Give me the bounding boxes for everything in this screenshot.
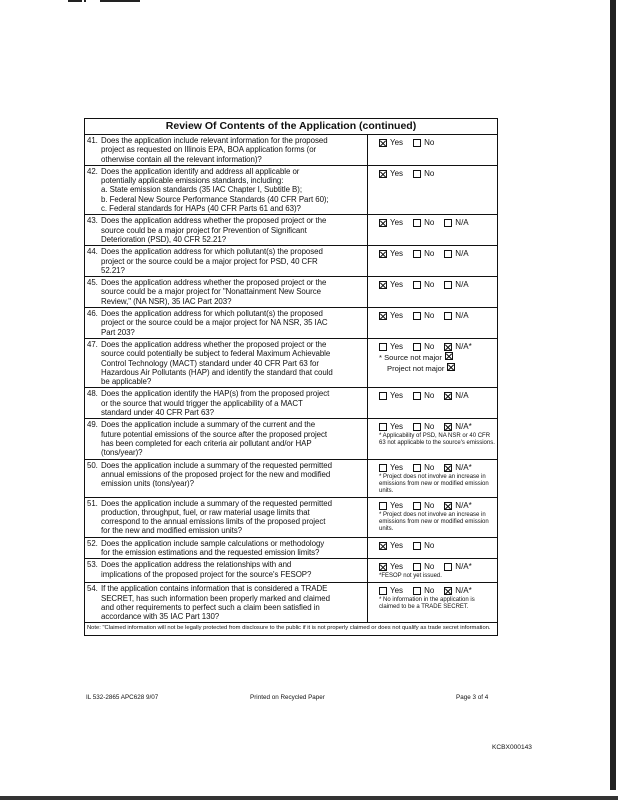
answer-option-no[interactable] bbox=[413, 280, 434, 290]
answer-option-yes[interactable] bbox=[379, 463, 403, 473]
question-number: 51. bbox=[87, 498, 98, 508]
answer-option-no[interactable] bbox=[413, 463, 434, 473]
option-label: No bbox=[424, 249, 435, 259]
question-row bbox=[85, 419, 497, 459]
question-line: for the new and modified emission units? bbox=[101, 526, 242, 536]
answer-option-yes[interactable] bbox=[379, 169, 403, 179]
answer-option-yes[interactable] bbox=[379, 391, 403, 401]
question-line: and other requirements to perfect such a claim been satisfied in bbox=[101, 602, 320, 612]
option-label: N/A bbox=[455, 391, 469, 401]
answer-cell bbox=[368, 559, 497, 582]
answer-option-no[interactable] bbox=[413, 541, 434, 551]
answer-option-yes[interactable] bbox=[379, 342, 403, 352]
question-number: 43. bbox=[87, 216, 98, 226]
answer-option-yes[interactable] bbox=[379, 249, 403, 259]
answer-cell bbox=[368, 215, 497, 245]
option-label: Yes bbox=[390, 341, 404, 351]
empty-checkbox[interactable] bbox=[413, 219, 421, 227]
answer-cell bbox=[368, 308, 497, 338]
option-label: Yes bbox=[390, 138, 404, 147]
answer-option-na[interactable] bbox=[444, 218, 468, 228]
answer-option-na[interactable] bbox=[444, 249, 468, 259]
answer-option-na[interactable] bbox=[444, 391, 468, 401]
question-number: 46. bbox=[87, 309, 98, 319]
question-number: 48. bbox=[87, 389, 98, 399]
review-form bbox=[84, 118, 498, 636]
question-number: 41. bbox=[87, 136, 98, 145]
question-line: project or the source could be a major project for NA NSR, 35 IAC bbox=[101, 318, 328, 328]
answer-options bbox=[379, 218, 497, 228]
source-status-line: * Source not major bbox=[379, 352, 497, 363]
question-line: standard under 40 CFR Part 63? bbox=[101, 408, 214, 418]
answer-cell bbox=[368, 388, 497, 418]
question-line: Part 203? bbox=[101, 327, 135, 337]
checked-checkbox[interactable] bbox=[447, 363, 455, 371]
question-number: 45. bbox=[87, 278, 98, 288]
option-label: Yes bbox=[390, 422, 404, 432]
checked-checkbox[interactable] bbox=[444, 392, 452, 400]
question-subitem: c. Federal standards for HAPs (40 CFR Parts 61 and 63)? bbox=[101, 204, 301, 214]
empty-checkbox[interactable] bbox=[413, 312, 421, 320]
answer-options bbox=[379, 463, 497, 473]
answer-option-no[interactable] bbox=[413, 391, 434, 401]
checked-checkbox[interactable] bbox=[379, 281, 387, 289]
answer-option-no[interactable] bbox=[413, 501, 434, 511]
answer-cell bbox=[368, 277, 497, 307]
bates-number: KCBX000143 bbox=[492, 744, 532, 751]
empty-checkbox[interactable] bbox=[379, 423, 387, 431]
question-text bbox=[85, 277, 368, 307]
question-text bbox=[85, 583, 368, 622]
question-text bbox=[85, 246, 368, 276]
empty-checkbox[interactable] bbox=[413, 392, 421, 400]
checked-checkbox[interactable] bbox=[379, 170, 387, 178]
question-line: source could potentially be subject to federal Maximum Achievable bbox=[101, 349, 331, 359]
question-row bbox=[85, 538, 497, 560]
question-line: 52.21? bbox=[101, 265, 125, 275]
option-label: No bbox=[424, 280, 435, 290]
question-line: be applicable? bbox=[101, 377, 152, 387]
question-line: Does the application identify the HAP(s) from the proposed project bbox=[101, 389, 330, 399]
question-row bbox=[85, 135, 497, 166]
question-number: 52. bbox=[87, 538, 98, 548]
answer-note: * Project does not involve an increase in emissions from new or modified emission units. bbox=[379, 473, 489, 494]
question-line: project or the source could be a major project for PSD, 40 CFR bbox=[101, 256, 318, 266]
question-line: has been completed for each criteria air pollutant and/or HAP bbox=[101, 438, 312, 448]
answer-options bbox=[379, 541, 497, 551]
question-line: future potential emissions of the source after the proposed project bbox=[101, 429, 328, 439]
option-label: Yes bbox=[390, 391, 404, 401]
question-text bbox=[85, 388, 368, 418]
empty-checkbox[interactable] bbox=[413, 250, 421, 258]
question-number: 50. bbox=[87, 460, 98, 470]
question-line: Does the application include a summary of the requested permitted bbox=[101, 460, 332, 470]
empty-checkbox[interactable] bbox=[413, 587, 421, 595]
option-label: Yes bbox=[390, 218, 404, 228]
option-label: N/A* bbox=[455, 562, 472, 572]
question-text bbox=[85, 559, 368, 582]
empty-checkbox[interactable] bbox=[444, 250, 452, 258]
question-line: (tons/year)? bbox=[101, 448, 143, 458]
answer-option-no[interactable] bbox=[413, 562, 434, 572]
answer-cell bbox=[368, 419, 497, 458]
option-label: Yes bbox=[390, 500, 404, 510]
answer-option-no[interactable] bbox=[413, 249, 434, 259]
scan-top-mark bbox=[68, 0, 158, 4]
answer-option-na[interactable] bbox=[444, 562, 471, 572]
option-label: N/A* bbox=[455, 500, 472, 510]
footer-form-id: IL 532-2865 APC628 9/07 bbox=[86, 694, 159, 701]
answer-option-na[interactable] bbox=[444, 311, 468, 321]
option-label: N/A bbox=[455, 311, 469, 321]
option-label: No bbox=[424, 138, 435, 147]
question-line: Does the application identify and address all applicable or bbox=[101, 166, 300, 176]
option-label: N/A* bbox=[455, 422, 472, 432]
answer-note: *FESOP not yet issued. bbox=[379, 573, 442, 580]
form-title: Review Of Contents of the Application (continued) bbox=[85, 119, 497, 135]
question-text bbox=[85, 538, 368, 559]
question-subitem: a. State emission standards (35 IAC Chapter I, Subtitle B); bbox=[101, 185, 302, 195]
answer-option-na[interactable] bbox=[444, 501, 471, 511]
question-text bbox=[85, 135, 368, 165]
answer-cell bbox=[368, 339, 497, 387]
option-label: N/A* bbox=[455, 341, 472, 351]
option-label: No bbox=[424, 540, 435, 550]
empty-checkbox[interactable] bbox=[413, 563, 421, 571]
answer-option-yes[interactable] bbox=[379, 541, 403, 551]
answer-options bbox=[379, 342, 497, 352]
option-label: Yes bbox=[390, 280, 404, 290]
scan-edge-right bbox=[610, 0, 616, 790]
option-label: Yes bbox=[390, 249, 404, 259]
empty-checkbox[interactable] bbox=[413, 423, 421, 431]
answer-option-no[interactable] bbox=[413, 311, 434, 321]
answer-cell bbox=[368, 246, 497, 276]
option-label: No bbox=[424, 586, 435, 596]
answer-option-no[interactable] bbox=[413, 422, 434, 432]
checked-checkbox[interactable] bbox=[444, 587, 452, 595]
question-row bbox=[85, 339, 497, 388]
option-label: No bbox=[424, 311, 435, 321]
checked-checkbox[interactable] bbox=[444, 423, 452, 431]
question-line: project as requested on Illinois EPA, BOA application forms (or bbox=[101, 145, 317, 155]
option-label: N/A bbox=[455, 218, 469, 228]
answer-option-yes[interactable] bbox=[379, 501, 403, 511]
empty-checkbox[interactable] bbox=[379, 587, 387, 595]
option-label: N/A* bbox=[455, 586, 472, 596]
answer-options bbox=[379, 138, 497, 148]
empty-checkbox[interactable] bbox=[379, 392, 387, 400]
question-line: or the source that would trigger the applicability of a MACT bbox=[101, 398, 303, 408]
checked-checkbox[interactable] bbox=[444, 464, 452, 472]
answer-option-yes[interactable] bbox=[379, 311, 403, 321]
question-row bbox=[85, 215, 497, 246]
empty-checkbox[interactable] bbox=[444, 219, 452, 227]
option-label: No bbox=[424, 462, 435, 472]
option-label: N/A bbox=[455, 249, 469, 259]
option-label: No bbox=[424, 218, 435, 228]
answer-options bbox=[379, 562, 497, 572]
question-line: emission units (tons/year)? bbox=[101, 479, 194, 489]
question-line: SECRET, has such information been properly marked and claimed bbox=[101, 593, 330, 603]
question-text bbox=[85, 166, 368, 214]
question-line: Does the application include relevant information for the proposed bbox=[101, 136, 328, 145]
question-line: Does the application include a summary of the requested permitted bbox=[101, 498, 332, 508]
question-line: Deterioration (PSD), 40 CFR 52.21? bbox=[101, 234, 227, 244]
question-line: otherwise contain all the relevant information)? bbox=[101, 154, 262, 164]
answer-cell bbox=[368, 460, 497, 497]
answer-note: * No information in the application is claimed to be a TRADE SECRET. bbox=[379, 597, 475, 611]
answer-options bbox=[379, 280, 497, 290]
answer-option-yes[interactable] bbox=[379, 138, 403, 148]
answer-option-na[interactable] bbox=[444, 463, 471, 473]
empty-checkbox[interactable] bbox=[413, 170, 421, 178]
option-label: No bbox=[424, 391, 435, 401]
question-text bbox=[85, 498, 368, 537]
question-row bbox=[85, 166, 497, 215]
question-line: annual emissions of the proposed project for the new and modified bbox=[101, 469, 331, 479]
answer-note: * Applicability of PSD, NA NSR or 40 CFR 63 not applicable to the source's emissions. bbox=[379, 433, 495, 447]
checked-checkbox[interactable] bbox=[379, 542, 387, 550]
question-line: Does the application address for which pollutant(s) the proposed bbox=[101, 247, 323, 257]
answer-options bbox=[379, 391, 497, 401]
answer-option-na[interactable] bbox=[444, 280, 468, 290]
answer-option-no[interactable] bbox=[413, 169, 434, 179]
question-line: production, throughput, fuel, or raw material usage limits that bbox=[101, 507, 310, 517]
empty-checkbox[interactable] bbox=[444, 563, 452, 571]
option-label: N/A bbox=[455, 280, 469, 290]
question-line: Control Technology (MACT) standard under 40 CFR Part 63 for bbox=[101, 358, 319, 368]
empty-checkbox[interactable] bbox=[413, 464, 421, 472]
question-row bbox=[85, 583, 497, 622]
empty-checkbox[interactable] bbox=[413, 502, 421, 510]
answer-cell bbox=[368, 135, 497, 165]
empty-checkbox[interactable] bbox=[379, 464, 387, 472]
question-number: 49. bbox=[87, 420, 98, 430]
empty-checkbox[interactable] bbox=[413, 281, 421, 289]
question-line: Does the application address the relationships with and bbox=[101, 560, 292, 570]
option-label: Yes bbox=[390, 168, 404, 178]
question-row bbox=[85, 246, 497, 277]
question-line: accordance with 35 IAC Part 130? bbox=[101, 612, 220, 622]
checked-checkbox[interactable] bbox=[379, 312, 387, 320]
answer-options bbox=[379, 422, 497, 432]
option-label: Yes bbox=[390, 562, 404, 572]
checked-checkbox[interactable] bbox=[379, 563, 387, 571]
question-row bbox=[85, 460, 497, 498]
answer-option-no[interactable] bbox=[413, 586, 434, 596]
checked-checkbox[interactable] bbox=[379, 250, 387, 258]
empty-checkbox[interactable] bbox=[413, 139, 421, 147]
scan-edge-bottom bbox=[0, 796, 618, 800]
checked-checkbox[interactable] bbox=[444, 343, 452, 351]
option-label: Yes bbox=[390, 462, 404, 472]
empty-checkbox[interactable] bbox=[444, 312, 452, 320]
answer-option-no[interactable] bbox=[413, 218, 434, 228]
question-row bbox=[85, 498, 497, 538]
answer-option-no[interactable] bbox=[413, 138, 434, 148]
footer-recycled-paper: Printed on Recycled Paper bbox=[250, 694, 325, 701]
option-label: No bbox=[424, 500, 435, 510]
answer-cell bbox=[368, 498, 497, 537]
question-line: correspond to the annual emissions limits of the proposed project bbox=[101, 517, 326, 527]
source-status-line: Project not major bbox=[379, 363, 497, 374]
question-text bbox=[85, 460, 368, 497]
question-row bbox=[85, 559, 497, 583]
option-label: No bbox=[424, 341, 435, 351]
answer-cell bbox=[368, 583, 497, 622]
checked-checkbox[interactable] bbox=[444, 502, 452, 510]
form-footnote: Note: "Claimed information will not be legally protected from disclosure to the public if it is not properly claimed or does not qualify as trade secret information. bbox=[85, 622, 497, 634]
empty-checkbox[interactable] bbox=[379, 502, 387, 510]
answer-cell bbox=[368, 538, 497, 559]
question-line: implications of the proposed project for the source's FESOP? bbox=[101, 569, 312, 579]
question-number: 47. bbox=[87, 339, 98, 349]
empty-checkbox[interactable] bbox=[379, 343, 387, 351]
question-line: source could be a major project for Prevention of Significant bbox=[101, 225, 307, 235]
question-line: Review," (NA NSR), 35 IAC Part 203? bbox=[101, 296, 232, 306]
answer-options bbox=[379, 169, 497, 179]
question-line: Does the application address whether the proposed project or the bbox=[101, 278, 327, 288]
question-text bbox=[85, 339, 368, 387]
option-label: No bbox=[424, 422, 435, 432]
checked-checkbox[interactable] bbox=[445, 352, 453, 360]
question-row bbox=[85, 308, 497, 339]
answer-options bbox=[379, 311, 497, 321]
option-label: Yes bbox=[390, 586, 404, 596]
answer-option-no[interactable] bbox=[413, 342, 434, 352]
answer-option-na[interactable] bbox=[444, 342, 471, 352]
option-label: No bbox=[424, 562, 435, 572]
answer-option-na[interactable] bbox=[444, 422, 471, 432]
question-line: If the application contains information that is considered a TRADE bbox=[101, 584, 328, 594]
option-label: No bbox=[424, 168, 435, 178]
question-row bbox=[85, 277, 497, 308]
option-label: N/A* bbox=[455, 462, 472, 472]
answer-option-yes[interactable] bbox=[379, 218, 403, 228]
checked-checkbox[interactable] bbox=[379, 139, 387, 147]
question-list bbox=[85, 135, 497, 622]
question-number: 54. bbox=[87, 584, 98, 594]
answer-option-yes[interactable] bbox=[379, 422, 403, 432]
question-text bbox=[85, 419, 368, 458]
option-label: Yes bbox=[390, 540, 404, 550]
question-line: for the emission estimations and the requested emission limits? bbox=[101, 547, 320, 557]
question-number: 44. bbox=[87, 247, 98, 257]
question-number: 42. bbox=[87, 166, 98, 176]
question-row bbox=[85, 388, 497, 419]
empty-checkbox[interactable] bbox=[413, 343, 421, 351]
question-line: source could be a major project for "Nonattainment New Source bbox=[101, 287, 321, 297]
question-text bbox=[85, 215, 368, 245]
answer-option-yes[interactable] bbox=[379, 586, 403, 596]
footer-page-number: Page 3 of 4 bbox=[456, 694, 489, 701]
question-line: potentially applicable emissions standards, including: bbox=[101, 176, 284, 186]
question-line: Hazardous Air Pollutants (HAP) and identify the standard that could bbox=[101, 367, 333, 377]
answer-option-na[interactable] bbox=[444, 586, 471, 596]
question-line: Does the application address whether the proposed project or the bbox=[101, 216, 327, 226]
question-line: Does the application address whether the proposed project or the bbox=[101, 339, 327, 349]
checked-checkbox[interactable] bbox=[379, 219, 387, 227]
question-text bbox=[85, 308, 368, 338]
question-subitem: b. Federal New Source Performance Standards (40 CFR Part 60); bbox=[101, 194, 329, 204]
answer-options bbox=[379, 586, 497, 596]
question-number: 53. bbox=[87, 560, 98, 570]
empty-checkbox[interactable] bbox=[444, 281, 452, 289]
answer-option-yes[interactable] bbox=[379, 280, 403, 290]
answer-options bbox=[379, 249, 497, 259]
question-line: Does the application include a summary of the current and the bbox=[101, 420, 316, 430]
empty-checkbox[interactable] bbox=[413, 542, 421, 550]
answer-option-yes[interactable] bbox=[379, 562, 403, 572]
question-line: Does the application include sample calculations or methodology bbox=[101, 538, 325, 548]
answer-options bbox=[379, 501, 497, 511]
answer-note: * Project does not involve an increase in emissions from new or modified emission units. bbox=[379, 511, 489, 532]
answer-cell bbox=[368, 166, 497, 214]
option-label: Yes bbox=[390, 311, 404, 321]
question-line: Does the application address for which pollutant(s) the proposed bbox=[101, 309, 323, 319]
